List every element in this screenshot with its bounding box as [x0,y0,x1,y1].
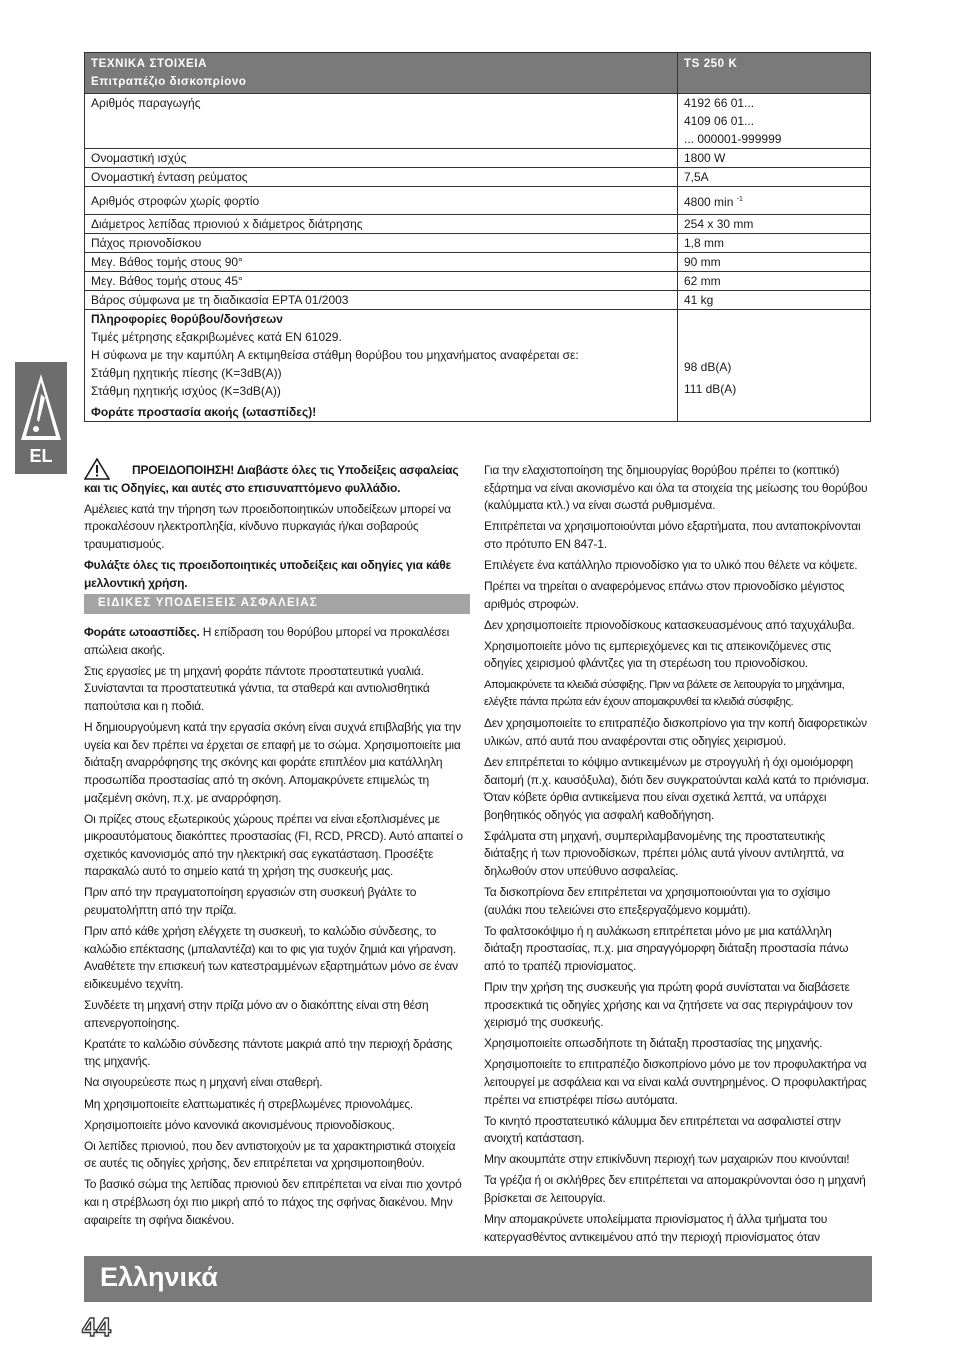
row-value: 1,8 mm [678,234,871,253]
paragraph: Τα δισκοπρίονα δεν επιτρέπεται να χρησιμοποιούνται για το σχίσιμο (αυλάκι που τελειώνει στο επεξεργαζόμενο κομμάτι). [484,885,831,917]
row-value [678,187,871,215]
paragraph: Μην απομακρύνετε υπολείμματα πριονίσματος ή άλλα τμήματα του κατεργασθέντος αντικειμένου από την περιοχή πριονίσματος όταν [484,1212,828,1244]
warning-block [84,462,470,497]
noise-line: Η σύφωνα με την καμπύλη A εκτιμηθείσα στάθμη θορύβου του μηχανήματος αναφέρεται σε: [91,348,579,362]
row-label: Αριθμός στροφών χωρίς φορτίο [85,187,678,215]
paragraph: Τα γρέζια ή οι σκλήθρες δεν επιτρέπεται να απομακρύνονται όσο η μηχανή βρίσκεται σε λειτουργία. [484,1173,866,1206]
noise-title: Πληροφορίες θορύβου/δονήσεων [91,312,283,326]
language-side-tab [15,362,67,474]
paragraph: Δεν επιτρέπεται το κόψιμο αντικειμένων με στρογγυλή ή όχι ομοιόμορφη δαιτομή (π.χ. καυσόξυλα), διότι δεν συγκρατούνται καλά κατά το πριόνισμα. Όταν κόβετε όρθια αντικείμενα που είναι σχετικά λεπτά, να υπάρχει βοηθητικός οδηγός για ασφαλή καθοδήγηση. [484,754,870,822]
noise-value: 111 dB(A) [684,382,737,396]
table-row [85,187,871,215]
left-column [84,462,470,1233]
paragraph: Να σιγουρεύεστε πως η μηχανή είναι σταθερή. [84,1075,323,1090]
paragraph: Στις εργασίες με τη μηχανή φοράτε πάντοτε προστατευτικά γυαλιά. Συνίστανται τα προστατευτικά γάντια, τα σταθερά και αντιολισθητικά παπούτσια και η ποδιά. [84,663,430,714]
row-value: 41 kg [678,291,871,310]
row-label: Διάμετρος λεπίδας πριονιού x διάμετρος διάτρησης [85,215,678,234]
ear-protection-lead: Φοράτε ωτοασπίδες. [84,625,200,640]
paragraph: Το φαλτσοκόψιμο ή η αυλάκωση επιτρέπεται μόνο με μια κατάλληλη διάταξη προστασίας, π.χ. μια σηραγγόμορφη διάταξη προστασία πάνω από το τραπέζι πριονίσματος. [484,923,849,973]
paragraph: Χρησιμοποιείτε οπωσδήποτε τη διάταξη προστασίας της μηχανής. [484,1036,823,1051]
row-value: 62 mm [678,272,871,291]
paragraph: Πριν από την πραγματοποίηση εργασιών στη συσκευή βγάλτε το ρευματολήπτη από την πρίζα. [84,885,417,918]
ear-protection-text: Η επίδραση του θορύβου μπορεί να προκαλέσει απώλεια ακοής. [84,625,450,657]
paragraph: Πριν από κάθε χρήση ελέγχετε τη συσκευή, το καλώδιο σύνδεσης, το καλώδιο επέκτασης (μπαλαντέζα) και το φις για τυχόν ζημιά και γήρανση. Αναθέτετε την επισκευή των κατεστραμμένων εξαρτημάτων μόνο σε έναν ειδικευμένο τεχνίτη. [84,924,458,991]
paragraph: Μη χρησιμοποιείτε ελαττωματικές ή στρεβλωμένες πριονολάμες. [84,1096,414,1111]
row-value-exponent: -1 [736,195,743,203]
noise-values [678,310,871,422]
noise-line: Στάθμη ηχητικής ισχύος (K=3dB(A)) [91,384,281,398]
noise-row [85,310,871,422]
row-value-line: 4192 66 01... [684,96,755,110]
table-row [85,234,871,253]
paragraph: Οι πρίζες στους εξωτερικούς χώρους πρέπει να είναι εξοπλισμένες με μικροαυτόματους διακόπτες προστασίας (FI, RCD, PRCD). Αυτό απαιτεί ο σχετικός κανονισμός από την ηλεκτρική σας εγκατάσταση. Προσέξτε παρακαλώ αυτό το σημείο κατά τη χρήση της συσκευής μας. [84,811,463,879]
row-label: Ονομαστική ισχύς [85,149,678,168]
row-label: Μεγ. Βάθος τομής στους 90° [85,253,678,272]
paragraph: Χρησιμοποιείτε το επιτραπέζιο δισκοπρίονο μόνο με τον προφυλακτήρα να λειτουργεί με ασφάλεια και να είναι καλά συντηρημένος. Ο προφυλακτήρας πρέπει να επιστρέφει πίσω αυτόματα. [484,1057,867,1107]
table-row [85,291,871,310]
paragraph: Επιλέγετε ένα κατάλληλο πριονοδίσκο για το υλικό που θέλετε να κόψετε. [484,557,858,572]
row-label: Πάχος πριονοδίσκου [85,234,678,253]
paragraph: Πρέπει να τηρείται ο αναφερόμενος επάνω στον πριονοδίσκο μέγιστος αριθμός στροφών. [484,579,845,611]
row-value: 1800 W [678,149,871,168]
table-row [85,94,871,149]
noise-info [85,310,678,422]
warning-title: ΠΡΟΕΙΔΟΠΟΙΗΣΗ! Διαβάστε όλες τις Υποδείξεις ασφαλείας και τις Οδηγίες, και αυτές στο επισυναπτόμενο φυλλάδιο. [84,463,459,495]
row-value-text: 4800 min [684,194,734,209]
paragraph: Για την ελαχιστοποίηση της δημιουργίας θορύβου πρέπει το (κοπτικό) εξάρτημα να είναι ακονισμένο και όλα τα στοιχεία της μείωσης του θορύβου (καλύμματα κτλ.) να είναι σωστά ρυθμισμένα. [484,463,868,513]
paragraph: Σφάλματα στη μηχανή, συμπεριλαμβανομένης της προστατευτικής διάταξης ή των πριονοδίσκων, πρέπει μόλις αυτά γίνουν αντιληπτά, να δηλωθούν στον υπεύθυνο ασφαλείας. [484,828,844,878]
table-subtitle: Επιτραπέζιο δισκοπρίονο [91,76,247,88]
warning-triangle-icon [84,458,110,480]
paragraph: Πριν την χρήση της συσκευής για πρώτη φορά συνίσταται να διαβάσετε προσεκτικά τις οδηγίες χρήσης και να ζητήσετε να σας περιγράψουν τον χειρισμό της συσκευής. [484,980,853,1030]
side-tab-language: EL [29,446,53,466]
paragraph: Συνδέετε τη μηχανή στην πρίζα μόνο αν ο διακόπτης είναι στη θέση απενεργοποίησης. [84,998,429,1030]
table-title: ΤΕΧΝΙΚΑ ΣΤΟΙΧΕΙΑ [91,58,207,70]
row-value: 90 mm [678,253,871,272]
warning-triangle-icon [19,370,63,444]
table-row [85,253,871,272]
row-value-line: ... 000001-999999 [684,132,782,146]
noise-line: Τιμές μέτρησης εξακριβωμένες κατά EN 61029. [91,330,342,344]
table-header-left [85,53,678,94]
row-label: Μεγ. Βάθος τομής στους 45° [85,272,678,291]
paragraph: Το κινητό προστατευτικό κάλυμμα δεν επιτρέπεται να ασφαλιστεί στην ανοιχτή κατάσταση. [484,1113,841,1146]
paragraph [84,624,470,659]
warning-keep: Φυλάξτε όλες τις προειδοποιητικές υποδείξεις και οδηγίες για κάθε μελλοντική χρήση. [84,557,452,590]
paragraph: Χρησιμοποιείτε μόνο κανονικά ακονισμένους πριονοδίσκους. [84,1117,395,1132]
row-value [678,94,871,149]
paragraph: Η δημιουργούμενη κατά την εργασία σκόνη είναι συχνά επιβλαβής για την υγεία και δεν πρέπει να έρχεται σε επαφή με το σώμα. Χρησιμοποιείτε μια διάταξη αναρρόφησης της σκόνης και φοράτε επιπλέον μια κατάλληλη προσωπίδα προστασίας από τη σκόνη. Απομακρύνετε επιμελώς τη μαζεμένη σκόνη, π.χ. με αναρρόφηση. [84,720,461,805]
row-label: Βάρος σύμφωνα με τη διαδικασία EPTA 01/2003 [85,291,678,310]
paragraph: Το βασικό σώμα της λεπίδας πριονιού δεν επιτρέπεται να είναι πιο χοντρό και η στρέβλωση όχι πιο μικρή από το πάχος της σφήνας διακένου. Μην αφαιρείτε τη σφήνα διακένου. [84,1177,462,1227]
right-column [484,462,870,1250]
footer-language: Ελληνικά [100,1262,218,1292]
noise-ear-protection: Φοράτε προστασία ακοής (ωτασπίδες)! [91,405,317,419]
row-value: 254 x 30 mm [678,215,871,234]
noise-line: Στάθμη ηχητικής πίεσης (K=3dB(A)) [91,366,282,380]
paragraph: Οι λεπίδες πριονιού, που δεν αντιστοιχούν με τα χαρακτηριστικά στοιχεία σε αυτές τις οδηγίες χρήσης, δεν επιτρέπεται να χρησιμοποιηθούν. [84,1138,456,1171]
paragraph: Δεν χρησιμοποιείτε το επιτραπέζιο δισκοπρίονο για την κοπή διαφορετικών υλικών, από αυτά που αναφέρονται στις οδηγίες χειρισμού. [484,716,867,748]
row-value-line: 4109 06 01... [684,114,755,128]
row-label: Ονομαστική ένταση ρεύματος [85,168,678,187]
paragraph: Δεν χρησιμοποιείτε πριονοδίσκους κατασκευασμένους από ταχυχάλυβα. [484,617,855,632]
noise-value: 98 dB(A) [684,360,732,374]
paragraph: Μην ακουμπάτε στην επικίνδυνη περιοχή των μαχαιριών που κινούνται! [484,1152,850,1167]
table-row [85,272,871,291]
table-header-row [85,53,871,94]
paragraph: Επιτρέπεται να χρησιμοποιούνται μόνο εξαρτήματα, που ανταποκρίνονται στο πρότυπο EN 847-1. [484,519,861,551]
table-row [85,149,871,168]
paragraph: Κρατάτε το καλώδιο σύνδεσης πάντοτε μακριά από την περιοχή δράσης της μηχανής. [84,1036,453,1069]
technical-data-table [84,52,871,422]
row-value: 7,5A [678,168,871,187]
language-footer-bar [84,1256,872,1302]
table-row [85,168,871,187]
table-row [85,215,871,234]
warning-body: Αμέλειες κατά την τήρηση των προειδοποιητικών υποδείξεων μπορεί να προκαλέσουν ηλεκτροπληξία, κίνδυνο πυρκαγιάς ή/και σοβαρούς τραυματισμούς. [84,501,451,551]
paragraph: Χρησιμοποιείτε μόνο τις εμπεριεχόμενες και τις απεικονιζόμενες στις οδηγίες χειρισμού φλάντζες για τη στερέωση του πριονοδίσκου. [484,638,831,671]
table-model: TS 250 K [678,53,871,94]
section-heading: ΕΙΔΙΚΕΣ ΥΠΟΔΕΙΞΕΙΣ ΑΣΦΑΛΕΙΑΣ [84,594,470,614]
paragraph: Απομακρύνετε τα κλειδιά σύσφιξης. Πριν να βάλετε σε λειτουργία το μηχάνημα, ελέγξτε πάντα πρώτα εάν έχουν απομακρυνθεί τα κλειδιά σύσφιξης. [484,678,845,709]
page-number: 44 [82,1312,111,1342]
row-label: Αριθμός παραγωγής [85,94,678,149]
